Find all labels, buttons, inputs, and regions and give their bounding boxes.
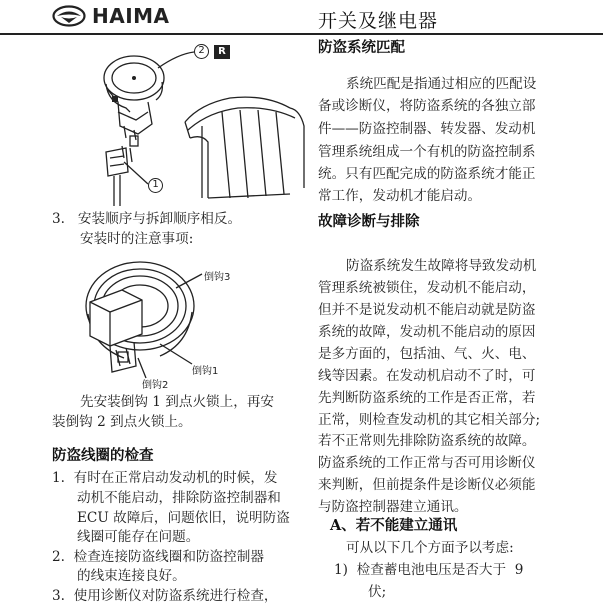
callout-1-marker: 1 (148, 178, 163, 193)
coil-item-line: 动机不能启动，排除防盗控制器和 (77, 490, 281, 506)
figure-hooks (80, 254, 240, 391)
diagnosis-line: 来判断，但前提条件是诊断仪必须能 (318, 477, 536, 493)
coil-item-line: 的线束连接良好。 (77, 568, 186, 584)
coil-item-line: 线圈可能存在问题。 (77, 529, 200, 545)
brand-logo (52, 4, 170, 28)
figure-coil-removal (90, 38, 308, 206)
page-header (0, 0, 603, 34)
match-line: 管理系统组成一个有机的防盗控制系 (318, 144, 536, 160)
diagnosis-heading: 故障诊断与排除 (318, 213, 420, 230)
diagnosis-line: 先判断防盗系统的工作是否正常，若 (318, 390, 536, 406)
coil-removal-illustration (90, 38, 308, 206)
coil-check-heading: 防盗线圈的检查 (52, 447, 154, 464)
callout-2-marker: 2 (194, 44, 209, 59)
diagnosis-line: 防盗系统发生故障将导致发动机 (346, 258, 537, 274)
diagnosis-line: 系统的故障，发动机不能启动的原因 (318, 324, 536, 340)
sub-heading-a: A、若不能建立通讯 (330, 517, 458, 534)
step-3: 3. 安装顺序与拆卸顺序相反。 (52, 211, 242, 227)
badge-r: R (214, 45, 230, 59)
match-heading: 防盗系统匹配 (318, 39, 405, 56)
match-line: 件——防盗控制器、转发器、发动机 (318, 121, 536, 137)
match-line: 系统匹配是指通过相应的匹配设 (346, 76, 537, 92)
section-title: 开关及继电器 (318, 10, 439, 32)
diagnosis-line: 与防盗控制器建立通讯。 (318, 499, 468, 515)
install-text-line-2: 装倒钩 2 到点火锁上。 (52, 414, 192, 430)
hook-3-label: 倒钩3 (204, 272, 231, 283)
diagnosis-line: 线等因素。在发动机启动不了时，可 (318, 368, 536, 384)
diagnosis-line: 若不正常则先排除防盗系统的故障。 (318, 433, 536, 449)
match-line: 备或诊断仪，将防盗系统的各独立部 (318, 98, 536, 114)
diagnosis-line: 防盗系统的工作正常与否可用诊断仪 (318, 455, 536, 471)
haima-logo-icon (52, 5, 86, 27)
coil-item-line: 3. 使用诊断仪对防盗系统进行检查， (52, 588, 278, 604)
match-line: 常工作，发动机才能启动。 (318, 188, 482, 204)
brand-name: HAIMA (92, 4, 170, 28)
coil-item-line: 1. 有时在正常启动发动机的时候，发 (52, 470, 278, 486)
coil-item-line: 2. 检查连接防盗线圈和防盗控制器 (52, 549, 264, 565)
diagnosis-line: 是多方面的，包括油、气、火、电、 (318, 346, 536, 362)
install-text-line-1: 先安装倒钩 1 到点火锁上，再安 (80, 394, 275, 410)
hook-1-label: 倒钩1 (192, 366, 219, 377)
diagnosis-line: 正常，则检查发动机的其它相关部分; (318, 412, 541, 428)
check-item-1-cont: 伏; (368, 584, 387, 600)
diagnosis-line: 但并不是说发动机不能启动就是防盗 (318, 302, 536, 318)
consider-line: 可从以下几个方面予以考虑: (346, 540, 514, 556)
diagnosis-line: 管理系统被锁住，发动机不能启动， (318, 280, 536, 296)
match-line: 统。只有匹配完成的防盗系统才能正 (318, 166, 536, 182)
install-notes-title: 安装时的注意事项: (80, 231, 194, 247)
hook-2-label: 倒钩2 (142, 380, 169, 391)
header-rule (0, 33, 603, 35)
check-item-1: 1) 检查蓄电池电压是否大于 9 (334, 562, 524, 578)
coil-item-line: ECU 故障后，问题依旧，说明防盗 (77, 510, 290, 526)
